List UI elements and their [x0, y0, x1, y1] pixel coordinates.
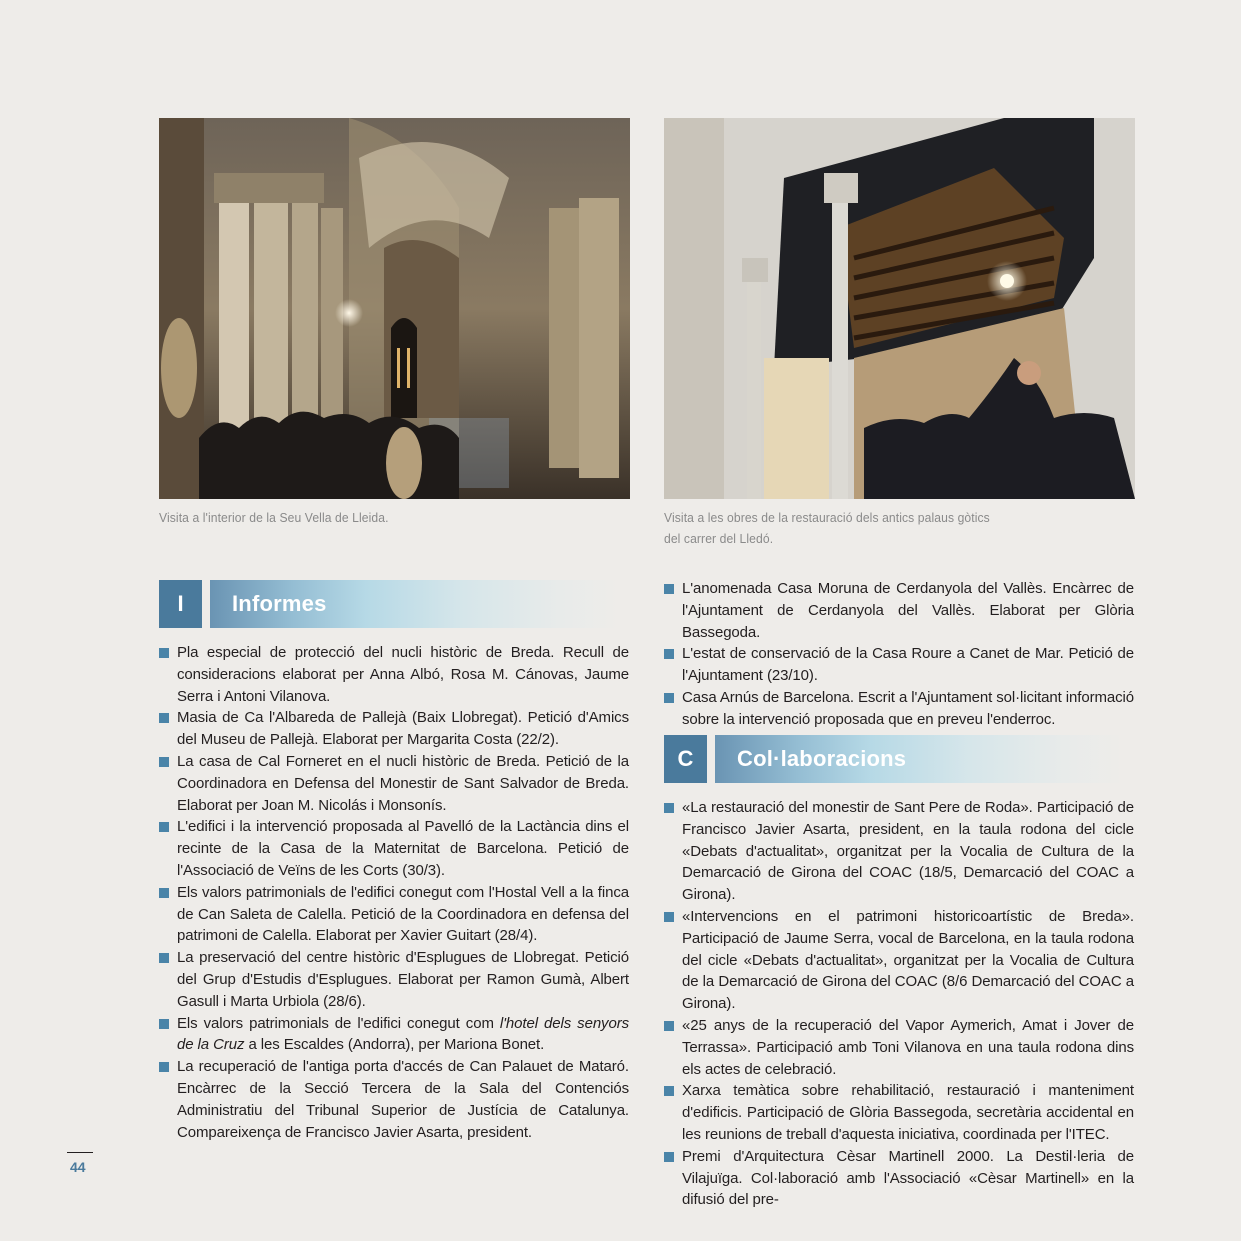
photo-caption-right [664, 507, 1124, 549]
square-bullet-icon [664, 649, 674, 659]
square-bullet-icon [159, 648, 169, 658]
caption-line-2: del carrer del Lledó. [664, 531, 774, 546]
square-bullet-icon [664, 1086, 674, 1096]
page-number-rule [67, 1152, 93, 1153]
informes-list-continued [664, 578, 1134, 731]
square-bullet-icon [159, 757, 169, 767]
list-item: La preservació del centre històric d'Esplugues de Llobregat. Petició del Grup d'Estudis d'Esplugues. Elaborat per Ramon Gumà, Albert Gasull i Marta Urbiola (28/6). [159, 947, 629, 1012]
list-item: Masia de Ca l'Albareda de Pallejà (Baix Llobregat). Petició d'Amics del Museu de Pallejà. Elaborat per Margarita Costa (22/2). [159, 707, 629, 751]
list-item: L'estat de conservació de la Casa Roure a Canet de Mar. Petició de l'Ajuntament (23/10). [664, 643, 1134, 687]
section-letter-badge: C [664, 735, 707, 783]
square-bullet-icon [664, 912, 674, 922]
caption-line-1: Visita a les obres de la restauració dels antics palaus gòtics [664, 510, 990, 525]
list-item: La casa de Cal Forneret en el nucli històric de Breda. Petició de la Coordinadora en Defensa del Monestir de Sant Salvador de Breda. Elaborat per Joan M. Nicolás i Monsonís. [159, 751, 629, 816]
photo-palaus-gotics-lledo [664, 118, 1135, 499]
section-header-collaboracions [664, 735, 1125, 783]
square-bullet-icon [159, 1019, 169, 1029]
square-bullet-icon [159, 888, 169, 898]
square-bullet-icon [664, 1021, 674, 1031]
list-item: Xarxa temàtica sobre rehabilitació, restauració i manteniment d'edificis. Participació de Glòria Bassegoda, secretària accidental en les reunions de treball d'aquesta iniciativa, coordinada per l'ITEC. [664, 1080, 1134, 1145]
photo-seu-vella-interior [159, 118, 630, 499]
list-item: L'edifici i la intervenció proposada al Pavelló de la Lactància dins el recinte de la Casa de la Maternitat de Barcelona. Petició de l'Associació de Veïns de les Corts (30/3). [159, 816, 629, 881]
list-item: L'anomenada Casa Moruna de Cerdanyola del Vallès. Encàrrec de l'Ajuntament de Cerdanyola del Vallès. Elaborat per Glòria Bassegoda. [664, 578, 1134, 643]
list-item: Els valors patrimonials de l'edifici conegut com l'Hostal Vell a la finca de Can Saleta de Calella. Petició de la Coordinadora en defensa del patrimoni de Calella. Elaborat per Xavier Guitart (28/4). [159, 882, 629, 947]
photo-caption-left: Visita a l'interior de la Seu Vella de Lleida. [159, 510, 389, 525]
square-bullet-icon [159, 713, 169, 723]
list-item: Pla especial de protecció del nucli històric de Breda. Recull de consideracions elaborat per Anna Albó, Rosa M. Cánovas, Jaume Serra i Antoni Vilanova. [159, 642, 629, 707]
italic-title: l'hotel dels senyors de la Cruz [177, 1014, 629, 1054]
collaboracions-list [664, 797, 1134, 1211]
section-letter-badge: I [159, 580, 202, 628]
square-bullet-icon [159, 822, 169, 832]
cathedral-photo-illustration [159, 118, 630, 499]
list-item: «Intervencions en el patrimoni historicoartístic de Breda». Participació de Jaume Serra, vocal de Barcelona, en la taula rodona del cicle «Debats d'actualitat», organitzat per la Vocalia de Cultura de la Demarcació de Girona del COAC (8/6 Demarcació del COAC a Girona). [664, 906, 1134, 1015]
section-header-informes [159, 580, 620, 628]
section-title: Informes [210, 580, 620, 628]
square-bullet-icon [159, 1062, 169, 1072]
informes-list [159, 642, 629, 1143]
list-item: «La restauració del monestir de Sant Pere de Roda». Participació de Francisco Javier Asarta, president, en la taula rodona del cicle «Debats d'actualitat», organitzat per la Vocalia de Cultura de la Demarcació de Girona del COAC (18/5, Demarcació del COAC a Girona). [664, 797, 1134, 906]
list-item: Els valors patrimonials de l'edifici conegut com l'hotel dels senyors de la Cruz a les Escaldes (Andorra), per Mariona Bonet. [159, 1013, 629, 1057]
list-item: Casa Arnús de Barcelona. Escrit a l'Ajuntament sol·licitant informació sobre la intervenció proposada que en preveu l'enderroc. [664, 687, 1134, 731]
list-item: «25 anys de la recuperació del Vapor Aymerich, Amat i Jover de Terrassa». Participació amb Toni Vilanova en una taula rodona dins els actes de celebració. [664, 1015, 1134, 1080]
palace-photo-illustration [664, 118, 1135, 499]
list-item: La recuperació de l'antiga porta d'accés de Can Palauet de Mataró. Encàrrec de la Secció Tercera de la Sala del Contenciós Administratiu del Tribunal Superior de Justícia de Catalunya. Compareixença de Francisco Javier Asarta, president. [159, 1056, 629, 1143]
square-bullet-icon [664, 584, 674, 594]
page-number: 44 [70, 1159, 86, 1175]
list-item: Premi d'Arquitectura Cèsar Martinell 2000. La Destil·leria de Vilajuïga. Col·laboració amb l'Associació «Cèsar Martinell» en la difusió del pre- [664, 1146, 1134, 1211]
square-bullet-icon [159, 953, 169, 963]
square-bullet-icon [664, 803, 674, 813]
square-bullet-icon [664, 1152, 674, 1162]
square-bullet-icon [664, 693, 674, 703]
section-title: Col·laboracions [715, 735, 1125, 783]
